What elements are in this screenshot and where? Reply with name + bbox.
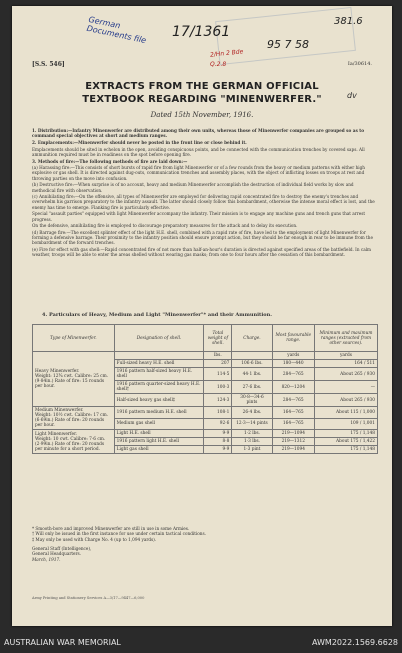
table-cell: 164—765 bbox=[272, 407, 314, 419]
table-cell: 284—765 bbox=[272, 394, 314, 407]
table-cell: 164—765 bbox=[272, 418, 314, 430]
table-cell: 27·6 lbs. bbox=[232, 381, 272, 394]
column-header: Total weight of shell. bbox=[204, 325, 232, 352]
table-cell: Full-sized heavy H.E. shell bbox=[114, 360, 204, 368]
table-cell: 9·9 bbox=[204, 430, 232, 438]
unit-label: yards bbox=[272, 352, 314, 360]
table-cell: 180—440 bbox=[272, 360, 314, 368]
table-cell: 100·3 bbox=[204, 381, 232, 394]
section-paragraph: (e) Fire for effect with gas shell:—Rapid concentrated fire of not more than half-an-hour's duration is directed against specified areas of the battlefield. In calm weather, troops will be able to enter the areas shelled without wearing gas masks; from one to four hours after the cessation of this bombardment. bbox=[32, 247, 372, 258]
unit-label: lbs. bbox=[204, 352, 232, 360]
title-line-2: TEXTBOOK REGARDING "MINENWERFER." bbox=[82, 94, 322, 105]
type-name: Medium Minenwerfer. bbox=[35, 408, 84, 413]
table-cell: 284—765 bbox=[272, 368, 314, 381]
type-cell bbox=[33, 430, 115, 454]
column-header: Designation of shell. bbox=[114, 325, 204, 352]
section-paragraph: (c) Annihilating fire:—On the offensive, all types of Minenwerfer are employed for delivering rapid concentrated fire to destroy the enemy's trenches and overwhelm his garrison preparatory to the infantry assault. The latter should closely follow this bombardment, otherwise the intense moral effect is lost, and the enemy has time to emerge. Flanking fire is particularly effective. bbox=[32, 194, 375, 210]
table-cell: 114·5 bbox=[204, 368, 232, 381]
table-cell: 820—1204 bbox=[272, 381, 314, 394]
table-cell: 44·1 lbs. bbox=[232, 368, 272, 381]
table-cell: — bbox=[314, 381, 377, 394]
table-cell: 108·1 bbox=[204, 407, 232, 419]
footnote: * Smooth-bore and improved Minenwerfer are still in use in some Armies. bbox=[32, 526, 190, 531]
form-reference: [S.S. 546] bbox=[32, 61, 65, 68]
table-cell: 175 / 1,148 bbox=[314, 430, 377, 438]
table-cell: 219—1094 bbox=[272, 430, 314, 438]
table-cell: Light H.E. shell bbox=[114, 430, 204, 438]
type-name: Light Minenwerfer. bbox=[35, 431, 78, 437]
footnotes bbox=[32, 526, 372, 542]
table-cell: 164 / 511 bbox=[314, 360, 377, 368]
table-cell: About 175 / 1,422 bbox=[314, 438, 377, 446]
table-cell: 30·8—34·6 pints bbox=[232, 394, 272, 407]
table-units-row bbox=[33, 352, 378, 360]
table-cell: 1916 pattern half-sized heavy H.E. shell bbox=[114, 368, 204, 381]
handwritten-ref-6: dv bbox=[347, 91, 357, 100]
handwritten-ref-3: 381.6 bbox=[334, 16, 363, 27]
signature-line: General Headquarters. bbox=[32, 551, 81, 557]
handwritten-ref-4: 2/Hn 2 Bde bbox=[209, 48, 244, 59]
handwritten-german-documents: German Documents file bbox=[85, 14, 147, 46]
table-cell: Medium gas shell bbox=[114, 418, 204, 430]
table-cell: 1·3 pint bbox=[232, 446, 272, 454]
table-cell bbox=[232, 352, 272, 360]
unit-label: yards bbox=[314, 352, 377, 360]
section-paragraph: 1. Distribution:—Infantry Minenwerfer are distributed among their own units, whereas those of Minenwerfer companies are grouped so as to command special objectives at short and medium ranges. bbox=[32, 128, 365, 139]
column-header: Charge. bbox=[232, 325, 272, 352]
document-page bbox=[12, 6, 392, 626]
credit-left: AUSTRALIAN WAR MEMORIAL bbox=[4, 638, 121, 647]
type-cell bbox=[33, 407, 115, 430]
credit-right: AWM2022.1569.6628 bbox=[311, 638, 398, 647]
table-cell: 9·9 bbox=[204, 446, 232, 454]
table-heading: 4. Particulars of Heavy, Medium and Light "Minenwerfer"* and their Ammunition. bbox=[42, 312, 272, 318]
table-cell: Light gas shell bbox=[114, 446, 204, 454]
section-paragraph: (a) Harassing fire:—This consists of short bursts of rapid fire from light Minenwerfer or of a few rounds from the heavy or medium patterns with either high explosive or gas shell. It is directed against dug-outs, communication trenches and assembly places, with the object of inflicting losses on troops at rest and throwing parties on the move into confusion. bbox=[32, 165, 365, 181]
handwritten-ref-5: Q.2.8 bbox=[210, 61, 227, 68]
section-paragraph: 3. Methods of fire:—The following methods of fire are laid down:— bbox=[32, 158, 188, 164]
section-paragraph: 2. Emplacements:—Minenwerfer should never be posted in the front line or close behind it. bbox=[32, 139, 247, 145]
handwritten-ref-1: 17/1361 bbox=[172, 24, 231, 40]
signature-line: General Staff (Intelligence), bbox=[32, 546, 92, 551]
table-cell: 1916 pattern quarter-sized heavy H.E. shell† bbox=[114, 381, 204, 394]
signature-block bbox=[32, 546, 372, 562]
table-cell: About 115 / 1,000 bbox=[314, 407, 377, 419]
body-text bbox=[32, 128, 376, 259]
table-cell: 8·8 bbox=[204, 438, 232, 446]
section-paragraph: (d) Barrage fire:—The excellent splinter effect of the light H.E. shell, combined with a rapid rate of fire, have led to the employment of light Minenwerfer for forming a defensive barrage. Their proximity to the infantry position should ensure prompt action, but they should be far enough in rear to be immune from the bombardment of the forward trenches. bbox=[32, 229, 373, 246]
signature-date: March, 1917. bbox=[32, 556, 61, 562]
table-cell: 1916 pattern light H.E. shell bbox=[114, 438, 204, 446]
table-cell: 124·3 bbox=[204, 394, 232, 407]
table-cell bbox=[114, 352, 204, 360]
handwritten-ref-2: 95 7 58 bbox=[267, 38, 309, 51]
section-paragraph: Emplacements should be sited in echelon in the open, avoiding conspicuous points, and be connected with the communication trenches by covered saps. All ammunition required must be in readiness on the spot before opening fire. bbox=[32, 146, 365, 157]
table-cell: 109 / 1,001 bbox=[314, 418, 377, 430]
type-specs: Weight: 10 cwt. Calibre: 7·6 cm. (2·99in.) Rate of fire: 20 rounds per minute for a short period. bbox=[35, 436, 106, 452]
table-cell: About 265 / 930 bbox=[314, 368, 377, 381]
table-cell: 26·4 lbs. bbox=[232, 407, 272, 419]
table-cell: 106·6 lbs. bbox=[232, 360, 272, 368]
table-cell: 92·6 bbox=[204, 418, 232, 430]
column-header: Type of Minenwerfer. bbox=[33, 325, 115, 352]
table-row bbox=[33, 407, 378, 419]
printer-line: Army Printing and Stationery Services A—3/17—9447—6,000 bbox=[32, 596, 145, 600]
table-cell: 1·2 lbs. bbox=[232, 430, 272, 438]
document-number: Ia/30614. bbox=[347, 61, 372, 67]
table-cell: 1·3 lbs. bbox=[232, 438, 272, 446]
table-cell: 175 / 1,148 bbox=[314, 446, 377, 454]
table-cell: Half-sized heavy gas shell‡ bbox=[114, 394, 204, 407]
type-cell bbox=[33, 352, 115, 407]
table-cell: 12·3—14 pints bbox=[232, 418, 272, 430]
section-paragraph: Special "assault parties" equipped with light Minenwerfer accompany the infantry. Their mission is to engage any machine guns and trench guns that arrest progress. bbox=[32, 211, 366, 222]
table-cell: 219—1094 bbox=[272, 446, 314, 454]
footnote: ‡ May only be used with Charge No. 4 (up to 1,094 yards). bbox=[32, 536, 157, 542]
type-specs: Weight: 12¾ cwt. Calibre: 25 cm. (9·84in.) Rate of fire: 15 rounds per hour. bbox=[35, 374, 109, 389]
column-header: Most favourable range. bbox=[272, 325, 314, 352]
column-header: Minimum and maximum ranges (extracted from other sources). bbox=[314, 325, 377, 352]
dated-line: Dated 15th November, 1916. bbox=[150, 111, 254, 119]
minenwerfer-table bbox=[32, 324, 378, 454]
table-cell: About 265 / 930 bbox=[314, 394, 377, 407]
footnote: † Will only be issued in the first instance for use under certain tactical conditions. bbox=[32, 531, 206, 537]
table-header-row bbox=[33, 325, 378, 352]
table-cell: 1916 pattern medium H.E. shell bbox=[114, 407, 204, 419]
type-specs: Weight: 10½ cwt. Calibre: 17 cm. (6·69in.) Rate of fire: 20 rounds per hour. bbox=[35, 413, 109, 428]
section-paragraph: On the defensive, annihilating fire is employed to discourage preparatory measures for the attack and to delay its execution. bbox=[32, 223, 298, 229]
section-paragraph: (b) Destructive fire:—When surprise is of no account, heavy and medium Minenwerfer accomplish the destruction of individual field works by slow and methodical fire with observation. bbox=[32, 182, 354, 193]
table-cell: 207 bbox=[204, 360, 232, 368]
table-row bbox=[33, 430, 378, 438]
table-cell: 219—1312 bbox=[272, 438, 314, 446]
type-name: Heavy Minenwerfer. bbox=[35, 369, 80, 374]
title-line-1: EXTRACTS FROM THE GERMAN OFFICIAL bbox=[85, 81, 319, 92]
